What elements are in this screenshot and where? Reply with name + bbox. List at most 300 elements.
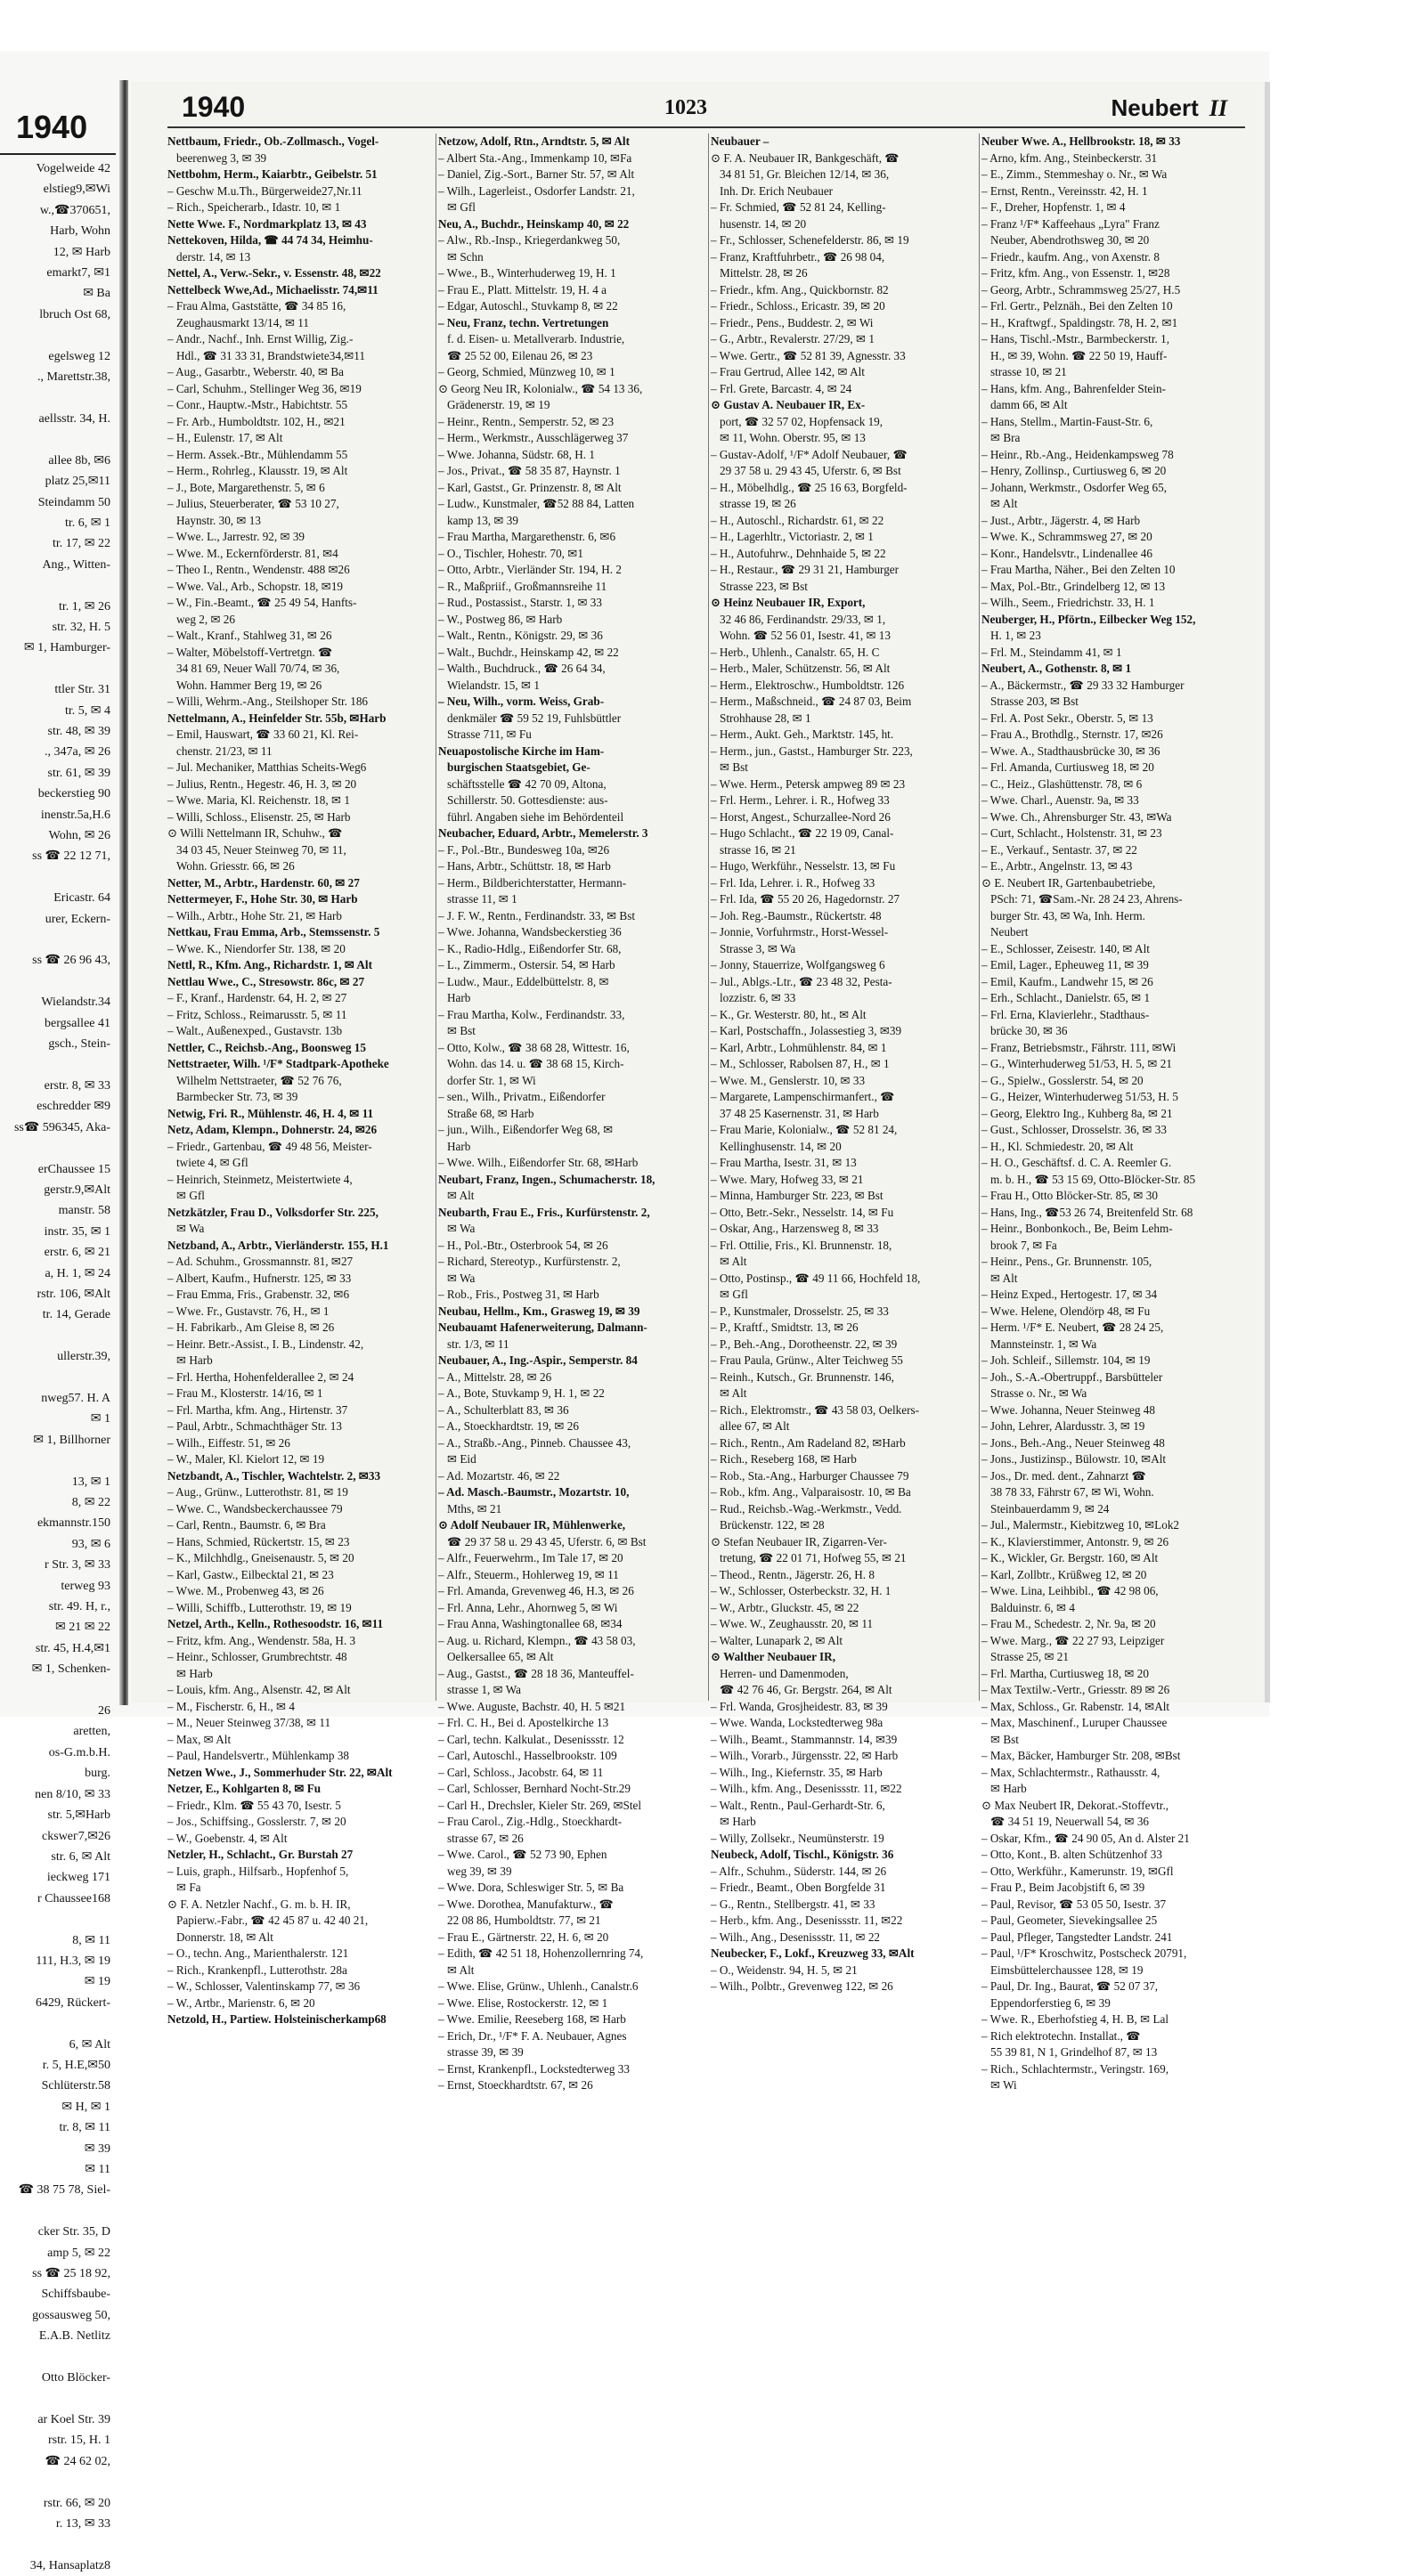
directory-entry-line: – K., Radio-Hdlg., Eißendorfer Str. 68, [438,941,622,955]
directory-entry-line: 38 78 33, Fährstr 67, ✉ Wi, Wohn. [990,1485,1154,1499]
directory-entry-line: – Frau Gertrud, Allee 142, ✉ Alt [711,365,865,378]
facing-page-line [0,971,110,992]
facing-page-line: 111, H.3, ✉ 19 [36,1954,110,1968]
facing-page-line: ✉ 11 [85,2163,110,2176]
facing-page-line: Schlüterstr.58 [41,2079,110,2093]
directory-entry-line: 55 39 81, N 1, Grindelhof 87, ✉ 13 [990,2045,1158,2059]
directory-entry-line: – Rud., Reichsb.-Wag.-Werkmstr., Vedd. [711,1501,902,1516]
directory-entry-line: Brückenstr. 122, ✉ 28 [720,1518,825,1532]
directory-entry-line: – Ludw., Kunstmaler, ☎52 88 84, Latten [438,497,635,510]
directory-entry-line: – Frau A., Brothdlg., Sternstr. 17, ✉26 [981,727,1163,741]
facing-page-line: Ericastr. 64 [53,891,110,906]
directory-entry-line: – H., Autoschl., Richardstr. 61, ✉ 22 [711,513,884,527]
directory-entry-line: – Jos., Dr. med. dent., Zahnarzt ☎ [981,1468,1146,1483]
directory-entry-line: – Wilh., Ang., Desenissstr. 11, ✉ 22 [711,1930,881,1944]
facing-page-line [0,575,110,596]
facing-page-line [0,1680,110,1701]
directory-entry-line: – Friedr., kaufm. Ang., von Axenstr. 8 [981,249,1160,264]
directory-entry-line: – Friedr., Schloss., Ericastr. 39, ✉ 20 [711,299,885,313]
directory-entry-line: Netzbandt, A., Tischler, Wachtelstr. 2, ✉33 [167,1468,381,1483]
directory-entry-line: Neubarth, Frau E., Fris., Kurfürstenstr. 2, [438,1205,650,1219]
directory-entry-line: – Rob., kfm. Ang., Valparaisostr. 10, ✉ Ba [711,1485,911,1499]
directory-entry-line: – Wwe. Johanna, Wandsbeckerstieg 36 [438,925,622,939]
directory-entry-line: – Friedr., Gartenbau, ☎ 49 48 56, Meister- [167,1139,372,1153]
directory-entry-line: – Fritz, Schloss., Reimarusstr. 5, ✉ 11 [167,1007,347,1021]
directory-entry-line: – Aug., Gasarbtr., Weberstr. 40, ✉ Ba [167,365,345,378]
directory-entry-line: Neubeck, Adolf, Tischl., Königstr. 36 [711,1848,894,1861]
directory-entry-line: Neubau, Hellm., Km., Grasweg 19, ✉ 39 [438,1304,640,1318]
directory-entry-line: ✉ Gfl [447,200,476,214]
directory-entry-line: ☎ 25 52 00, Eilenau 26, ✉ 23 [447,348,593,362]
directory-entry-line: Wohn. ☎ 52 56 01, Isestr. 41, ✉ 13 [720,629,891,642]
directory-entry-line: Kellinghusenstr. 14, ✉ 20 [720,1139,842,1153]
facing-page-line: ✉ 39 [84,2141,110,2156]
directory-entry-line: – Wwe. Lina, Leihbibl., ☎ 42 98 06, [981,1584,1159,1597]
directory-entry-line: – Friedr., kfm. Ang., Quickbornstr. 82 [711,282,889,297]
directory-entry-line: – Wwe. Emilie, Reeseberg 168, ✉ Harb [438,2012,626,2026]
directory-entry-line: Strohhause 28, ✉ 1 [720,711,811,725]
facing-page-line: tr. 8, ✉ 11 [59,2121,110,2135]
directory-entry-line: ✉ Bst [447,1024,476,1037]
facing-page-line [0,2347,110,2368]
directory-entry-line: – A., Bäckermstr., ☎ 29 33 32 Hamburger [981,678,1185,692]
directory-entry-line: – Frl. Grete, Barcastr. 4, ✉ 24 [711,381,852,395]
directory-entry-line: – Jul., Ablgs.-Ltr., ☎ 23 48 32, Pesta- [711,974,892,988]
directory-entry-line: – W., Goebenstr. 4, ✉ Alt [167,1831,288,1845]
directory-entry-line: – Frau Alma, Gaststätte, ☎ 34 85 16, [167,299,346,313]
directory-entry-line: – Jos., Privat., ☎ 58 35 87, Haynstr. 1 [438,464,621,477]
directory-entry-line: – Joh., S.-A.-Obertruppf., Barsbütteler [981,1369,1163,1384]
directory-entry-line: – Willy, Zollsekr., Neumünsterstr. 19 [711,1831,884,1845]
directory-entry-line: Mths, ✉ 21 [447,1501,502,1516]
directory-entry-line: ☎ 42 76 46, Gr. Bergstr. 264, ✉ Alt [720,1683,892,1696]
directory-entry-line: burgischen Staatsgebiet, Ge- [447,760,590,774]
directory-entry-line: Netter, M., Arbtr., Hardenstr. 60, ✉ 27 [167,875,360,890]
directory-entry-line: – Frl. Herm., Lehrer. i. R., Hofweg 33 [711,793,890,807]
directory-entry-line: strasse 19, ✉ 26 [720,497,796,510]
facing-page-line: ✉ Ba [83,287,110,301]
facing-page-line: E.A.B. Netlitz [38,2329,110,2344]
directory-entry-line: – Gustav-Adolf, ¹/F* Adolf Neubauer, ☎ [711,447,908,461]
directory-entry-line: Papierw.-Fabr., ☎ 42 45 87 u. 42 40 21, [176,1914,369,1927]
facing-page-line: str. 49. H, r., [48,1600,110,1614]
facing-page-line: inenstr.5a,H.6 [40,808,110,822]
directory-entry-line: – Frau Martha, Näher., Bei den Zelten 10 [981,563,1176,576]
directory-entry-line: ✉ Alt [990,1271,1018,1285]
directory-entry-line: – Herm., Bildberichterstatter, Hermann- [438,875,627,890]
directory-entry-line: – Walter, Möbelstoff-Vertretgn. ☎ [167,645,333,659]
directory-entry-line: – Emil, Hauswart, ☎ 33 60 21, Kl. Rei- [167,727,359,741]
directory-entry-line: – Paul, Handelsvertr., Mühlenkamp 38 [167,1749,350,1762]
directory-entry-line: ✉ Fa [176,1881,201,1894]
directory-entry-line: – Walt., Rentn., Paul-Gerhardt-Str. 6, [711,1798,885,1812]
directory-entry-line: – Heinr., Bonbonkoch., Be, Beim Lehm- [981,1222,1173,1235]
facing-page-line: gossausweg 50, [32,2308,110,2322]
directory-entry-line: – Walt., Kranf., Stahlweg 31, ✉ 26 [167,629,332,642]
directory-entry-line: Mannsteinstr. 1, ✉ Wa [990,1337,1097,1351]
facing-page-line: nen 8/10, ✉ 33 [35,1787,110,1801]
facing-page-line: ss ☎ 25 18 92, [32,2267,110,2281]
directory-entry-line: – Hugo Schlacht., ☎ 22 19 09, Canal- [711,826,894,840]
facing-page-line: 6429, Rückert- [36,1995,110,2010]
directory-entry-line: f. d. Eisen- u. Metallverarb. Industrie, [447,332,625,345]
directory-entry-line: – Rich., Rentn., Am Radeland 82, ✉Harb [711,1435,906,1450]
facing-page-line [0,1326,110,1346]
directory-entry-line: port, ☎ 32 57 02, Hopfensack 19, [720,414,884,428]
directory-entry-line: Harb [447,1139,471,1153]
directory-entry-line: – Hans, kfm. Ang., Bahrenfelder Stein- [981,381,1166,395]
directory-entry-line: – Hans, Ing., ☎53 26 74, Breitenfeld Str. 68 [981,1205,1193,1219]
directory-entry-line: – Frl. Erna, Klavierlehr., Stadthaus- [981,1007,1150,1021]
facing-page-line: Steindamm 50 [37,495,110,509]
directory-entry-line: Strasse 3, ✉ Wa [720,941,796,955]
directory-entry-line: – Herb., kfm. Ang., Desenissstr. 11, ✉22 [711,1914,903,1927]
directory-entry-line: – Wilh., Lagerleist., Osdorfer Landstr. 21, [438,183,635,198]
directory-entry-line: – Wwe. A., Stadthausbrücke 30, ✉ 36 [981,744,1160,758]
directory-entry-line: Nettelbeck Wwe,Ad., Michaelisstr. 74,✉11 [167,282,379,297]
directory-entry-line: – Wwe. K., Schrammsweg 27, ✉ 20 [981,530,1152,543]
directory-entry-line: – Wwe. Dorothea, Manufakturw., ☎ [438,1897,614,1911]
directory-entry-line: – Max, Schloss., Gr. Rabenstr. 14, ✉Alt [981,1699,1170,1713]
directory-entry-line: – Rob., Fris., Postweg 31, ✉ Harb [438,1288,599,1301]
directory-entry-line: – A., Bote, Stuvkamp 9, H. 1, ✉ 22 [438,1386,605,1400]
directory-entry-line: – Ernst, Rentn., Vereinsstr. 42, H. 1 [981,183,1148,198]
directory-entry-line: – Otto, Kont., B. alten Schützenhof 33 [981,1848,1162,1861]
directory-entry-line: – H., Restaur., ☎ 29 31 21, Hamburger [711,563,900,576]
directory-page [132,82,1265,2092]
directory-entry-line: – Frau H., Otto Blöcker-Str. 85, ✉ 30 [981,1189,1158,1202]
facing-page-line: elstieg9,✉Wi [43,183,110,197]
directory-entry-line: – Horst, Angest., Schurzallee-Nord 26 [711,809,891,824]
directory-entry-line: Zeughausmarkt 13/14, ✉ 11 [176,315,310,329]
directory-entry-line: twiete 4, ✉ Gfl [176,1156,248,1169]
directory-entry-line: Neuberger, H., Pförtn., Eilbecker Weg 152, [981,612,1196,626]
directory-entry-line: – Hugo, Werkführ., Nesselstr. 13, ✉ Fu [711,859,896,873]
directory-entry-line: – Emil, Kaufm., Landwehr 15, ✉ 26 [981,974,1153,988]
directory-entry-line: – Ad. Masch.-Baumstr., Mozartstr. 10, [438,1485,630,1499]
facing-page-line: rstr. 106, ✉Alt [37,1287,110,1301]
directory-entry-line: – Carl, Schuhm., Stellinger Weg 36, ✉19 [167,381,362,395]
directory-entry-line: – Edgar, Autoschl., Stuvkamp 8, ✉ 22 [438,299,618,313]
directory-entry-line: – O., Weidenstr. 94, H. 5, ✉ 21 [711,1962,858,1977]
directory-entry-line: 37 48 25 Kasernenstr. 31, ✉ Harb [720,1106,879,1120]
directory-entry-line: – Karl, Arbtr., Lohmühlenstr. 84, ✉ 1 [711,1040,887,1054]
directory-entry-line: – K., Wickler, Gr. Bergstr. 160, ✉ Alt [981,1551,1159,1564]
directory-entry-line: – Fr. Arb., Humboldtstr. 102, H., ✉21 [167,414,346,428]
directory-entry-line: – Karl, Gastst., Gr. Prinzenstr. 8, ✉ Alt [438,480,622,494]
directory-entry-line: – W., Postweg 86, ✉ Harb [438,612,563,626]
directory-entry-line: – F., Pol.-Btr., Bundesweg 10a, ✉26 [438,842,610,857]
facing-page-line: 12, ✉ Harb [53,245,110,259]
directory-entry-line: Wielandstr. 15, ✉ 1 [447,678,540,692]
facing-page-line: terweg 93 [61,1579,110,1593]
directory-entry-line: strasse 16, ✉ 21 [720,842,796,857]
column-4 [981,134,1249,2092]
facing-page-line: ✉ 1, Hamburger- [23,641,110,655]
facing-page-line: tr. 14, Gerade [42,1308,110,1322]
directory-entry-line: – Heinr., Schlosser, Grumbrechtstr. 48 [167,1650,347,1663]
facing-page-line: egelsweg 12 [48,349,110,363]
directory-entry-line: – Frl. Gertr., Pelznäh., Bei den Zelten 10 [981,299,1173,313]
directory-entry-line: ✉ Harb [176,1353,213,1367]
directory-entry-line: – Wwe. Wanda, Lockstedterweg 98a [711,1716,884,1729]
directory-entry-line: ⊙ E. Neubert IR, Gartenbaubetriebe, [981,875,1156,890]
facing-page-line [0,1054,110,1075]
directory-entry-line: strasse 10, ✉ 21 [990,365,1067,378]
directory-entry-line: – Hans, Tischl.-Mstr., Barmbeckerstr. 1, [981,332,1169,345]
directory-entry-line: ✉ Wi [990,2078,1017,2092]
directory-entry-line: – G., Spielw., Gosslerstr. 54, ✉ 20 [981,1073,1144,1087]
facing-page-line: tr. 5, ✉ 4 [64,703,110,718]
directory-entry-line: – Wwe. L., Jarrestr. 92, ✉ 39 [167,530,305,543]
directory-entry-line: Netwig, Fri. R., Mühlenstr. 46, H. 4, ✉ 11 [167,1106,374,1120]
facing-page-line: tr. 17, ✉ 22 [52,537,110,551]
directory-entry-line: – Rich., Speicherarb., Idastr. 10, ✉ 1 [167,200,341,214]
directory-entry-line: Neuber Wwe. A., Hellbrookstr. 18, ✉ 33 [981,134,1181,148]
directory-entry-line: – Jons., Beh.-Ang., Neuer Steinweg 48 [981,1435,1165,1450]
directory-entry-line: – Frl. A. Post Sekr., Oberstr. 5, ✉ 13 [981,711,1153,725]
directory-entry-line: Strasse o. Nr., ✉ Wa [990,1386,1087,1400]
directory-entry-line: Neubert, A., Gothenstr. 8, ✉ 1 [981,662,1132,675]
directory-entry-line: – H., Pol.-Btr., Osterbrook 54, ✉ 26 [438,1238,608,1252]
directory-entry-line: – Frl. Martha, Curtiusweg 18, ✉ 20 [981,1666,1149,1680]
facing-page-line: nweg57. H. A [41,1391,110,1405]
facing-page-line: urer, Eckern- [45,912,110,926]
directory-entry-line: – Max, Maschinenf., Luruper Chaussee [981,1716,1168,1729]
directory-entry-line: – E., Verkauf., Sentastr. 37, ✉ 22 [981,842,1137,857]
directory-entry-line: Donnerstr. 18, ✉ Alt [176,1930,273,1944]
facing-page-line: ttler Str. 31 [54,683,110,697]
directory-entry-line: Netzen Wwe., J., Sommerhuder Str. 22, ✉Alt [167,1765,393,1779]
directory-entry-line: 34 81 69, Neuer Wall 70/74, ✉ 36, [176,662,340,675]
directory-entry-line: – Richard, Stereotyp., Kurfürstenstr. 2, [438,1255,621,1268]
directory-entry-line: – Wwe. Johanna, Neuer Steinweg 48 [981,1402,1155,1417]
directory-entry-line: – W., Artbr., Marienstr. 6, ✉ 20 [167,1995,315,2010]
directory-entry-line: – Walter, Lunapark 2, ✉ Alt [711,1633,843,1647]
directory-entry-line: weg 2, ✉ 26 [176,612,235,626]
directory-entry-line: – Herm., Aukt. Geh., Marktstr. 145, ht. [711,727,894,741]
directory-entry-line: – Gust., Schlosser, Drosselstr. 36, ✉ 33 [981,1123,1167,1136]
facing-page-line: ckswег7,✉26 [42,1829,110,1843]
directory-entry-line: – Frau Marie, Kolonialw., ☎ 52 81 24, [711,1123,898,1136]
directory-entry-line: ⊙ Walther Neubauer IR, [711,1650,836,1663]
directory-entry-line: – Theo I., Rentn., Wendenstr. 488 ✉26 [167,563,350,576]
directory-entry-line: – Otto, Arbtr., Vierländer Str. 194, H. 2 [438,563,622,576]
directory-entry-line: – M., Neuer Steinweg 37/38, ✉ 11 [167,1716,331,1729]
directory-entry-line: H. 1, ✉ 23 [990,629,1041,642]
directory-entry-line: Netzler, H., Schlacht., Gr. Burstah 27 [167,1848,354,1861]
facing-page-line: Otto Blöcker- [41,2371,110,2385]
directory-entry-line: Nettler, C., Reichsb.-Ang., Boonsweg 15 [167,1040,366,1054]
facing-page-year: 1940 [16,109,88,145]
directory-entry-line: – Herm., jun., Gastst., Hamburger Str. 223, [711,744,913,758]
directory-entry-line: – Fritz, kfm. Ang., Wendenstr. 58a, H. 3 [167,1633,356,1647]
directory-entry-line: – Fritz, kfm. Ang., von Essenstr. 1, ✉28 [981,266,1170,280]
directory-entry-line: – Karl, Zollbtr., Krüßweg 12, ✉ 20 [981,1567,1147,1581]
directory-entry-line: Balduinstr. 6, ✉ 4 [990,1600,1075,1614]
directory-entry-line: Eimsbüttelerchaussee 128, ✉ 19 [990,1962,1144,1977]
directory-entry-line: – Otto, Kolw., ☎ 38 68 28, Wittestr. 16, [438,1040,630,1054]
directory-entry-line: ⊙ Georg Neu IR, Kolonialw., ☎ 54 13 36, [438,381,643,395]
directory-entry-line: ✉ Harb [176,1666,213,1680]
directory-entry-line: – Frl. Ida, ☎ 55 20 26, Hagedornstr. 27 [711,892,900,906]
directory-entry-line: ✉ Bst [990,1732,1019,1746]
directory-entry-line: – sen., Wilh., Privatm., Eißendorfer [438,1090,606,1103]
directory-entry-line: – Wwe. R., Eberhofstieg 4, H. B, ✉ Lal [981,2012,1169,2026]
directory-entry-line: – Frl. M., Steindamm 41, ✉ 1 [981,645,1122,659]
directory-entry-line: – Herm. ¹/F* E. Neubert, ☎ 28 24 25, [981,1321,1164,1334]
directory-entry-line: 34 81 51, Gr. Bleichen 12/14, ✉ 36, [720,167,890,181]
directory-entry-line: brook 7, ✉ Fa [990,1238,1057,1252]
directory-entry-line: – Wwe. Johanna, Südstr. 68, H. 1 [438,447,595,461]
directory-entry-line: – Jul., Malermstr., Kiebitzweg 10, ✉Lok2 [981,1518,1180,1532]
directory-entry-line: – Albert, Kaufm., Hufnerstr. 125, ✉ 33 [167,1271,352,1285]
directory-entry-line: – Franz, Kraftfuhrbetr., ☎ 26 98 04, [711,249,885,264]
directory-entry-line: führl. Angaben siehe im Behördenteil [447,809,624,824]
directory-entry-line: – W., Maler, Kl. Kielort 12, ✉ 19 [167,1452,325,1466]
directory-entry-line: ⊙ F. A. Neubauer IR, Bankgeschäft, ☎ [711,150,900,165]
facing-page-line: r. 5, H.E,✉50 [42,2058,110,2072]
facing-page-line [0,659,110,679]
directory-entry-line: Nettel, A., Verw.-Sekr., v. Essenstr. 48, ✉22 [167,266,381,280]
directory-entry-line: – J. F. W., Rentn., Ferdinandstr. 33, ✉ Bst [438,908,636,922]
directory-entry-line: – A., Schulterblatt 83, ✉ 36 [438,1402,569,1417]
directory-entry-line: – Louis, kfm. Ang., Alsenstr. 42, ✉ Alt [167,1683,351,1696]
directory-entry-line: – G., Heizer, Winterhuderweg 51/53, H. 5 [981,1090,1178,1103]
directory-entry-line: ✉ Wa [447,1222,476,1235]
directory-entry-line: – W., Schlosser, Valentinskamp 77, ✉ 36 [167,1979,361,1993]
directory-entry-line: – L., Zimmerm., Ostersir. 54, ✉ Harb [438,958,615,971]
directory-entry-line: – Herb., Uhlenh., Canalstr. 65, H. C [711,645,880,659]
directory-entry-line: derstr. 14, ✉ 13 [176,249,251,264]
facing-page-line [0,2201,110,2222]
facing-page-line [0,1368,110,1388]
directory-entry-line: – Joh. Reg.-Baumstr., Rückertstr. 48 [711,908,882,922]
directory-entry-line: – Wwe. Marg., ☎ 22 27 93, Leipziger [981,1633,1165,1647]
directory-entry-line: – Julius, Rentn., Hegestr. 46, H. 3, ✉ 20 [167,776,357,791]
directory-entry-line: – Wwe. Val., Arb., Schopstr. 18, ✉19 [167,579,344,593]
directory-entry-line: – G., Rentn., Stellbergstr. 41, ✉ 33 [711,1897,875,1911]
directory-entry-line: – Carl, techn. Kalkulat., Desenissstr. 12 [438,1732,624,1746]
directory-entry-line: Neubacher, Eduard, Arbtr., Memelerstr. 3 [438,826,648,840]
directory-entry-line: ✉ Alt [720,1255,747,1268]
directory-entry-line: – Wwe. Dora, Schleswiger Str. 5, ✉ Ba [438,1881,624,1894]
directory-entry-line: – M., Schlosser, Rabolsen 87, H., ✉ 1 [711,1057,890,1070]
facing-page-line: str. 61, ✉ 39 [47,766,110,780]
directory-entry-line: – H. Fabrikarb., Am Gleise 8, ✉ 26 [167,1321,335,1334]
directory-entry-line: ✉ Wa [176,1222,205,1235]
directory-entry-line: – Heinr., Rentn., Semperstr. 52, ✉ 23 [438,414,615,428]
directory-entry-line: – Herm., Maßschneid., ☎ 24 87 03, Beim [711,695,912,708]
directory-entry-line: – Carl, Rentn., Baumstr. 6, ✉ Bra [167,1518,326,1532]
directory-entry-line: – R., Maßpriif., Großmannsreihe 11 [438,579,607,593]
column-divider [979,134,980,1701]
facing-page-line: eschredder ✉9 [37,1100,110,1114]
directory-entry-line: – Walt., Außenexped., Gustavstr. 13b [167,1024,343,1037]
directory-entry-line: – Frau E., Platt. Mittelstr. 19, H. 4 a [438,282,607,297]
directory-entry-line: – Geschw M.u.Th., Bürgerweide27,Nr.11 [167,183,362,198]
directory-entry-line: burger Str. 43, ✉ Wa, Inh. Herm. [990,908,1145,922]
directory-entry-line: – F., Dreher, Hopfenstr. 1, ✉ 4 [981,200,1126,214]
directory-entry-line: – Wwe. W., Zeughausstr. 20, ✉ 11 [711,1617,874,1630]
facing-page-line: amp 5, ✉ 22 [47,2246,110,2260]
directory-entry-line: Inh. Dr. Erich Neubauer [720,183,834,198]
directory-entry-line: – K., Klavierstimmer, Antonstr. 9, ✉ 26 [981,1534,1169,1548]
facing-page-line [0,2472,110,2492]
directory-entry-line: – Hans, Stellm., Martin-Faust-Str. 6, [981,414,1153,428]
facing-page-line: gerstr.9,✉Alt [44,1182,110,1197]
facing-page-line: a, H. 1, ✉ 24 [45,1266,110,1280]
facing-page-line: 8, ✉ 11 [72,1933,110,1947]
facing-page-line: 26 [98,1704,110,1719]
facing-page-line: rstr. 66, ✉ 20 [43,2496,110,2510]
directory-entry-line: damm 66, ✉ Alt [990,398,1068,411]
directory-entry-line: str. 1/3, ✉ 11 [447,1337,509,1351]
facing-page-line: tr. 1, ✉ 26 [58,599,110,614]
directory-entry-line: – Herb., Maler, Schützenstr. 56, ✉ Alt [711,662,891,675]
facing-page-line: os-G.m.b.H. [48,1745,110,1759]
directory-entry-line: – Margarete, Lampenschirmanfert., ☎ [711,1090,895,1103]
directory-entry-line: Netzow, Adolf, Rtn., Arndtstr. 5, ✉ Alt [438,134,630,148]
facing-page-fragment [0,89,116,2572]
directory-entry-line: – Frl. Martha, kfm. Ang., Hirtenstr. 37 [167,1402,348,1417]
directory-entry-line: – Ad. Mozartstr. 46, ✉ 22 [438,1468,560,1483]
directory-entry-line: – K., Gr. Westerstr. 80, ht., ✉ Alt [711,1007,867,1021]
facing-page-line: allee 8b, ✉6 [48,453,110,467]
facing-page-line: ieckweg 171 [46,1871,110,1885]
page-year: 1940 [182,91,246,123]
directory-entry-line: tretung, ☎ 22 01 71, Hofweg 55, ✉ 21 [720,1551,907,1564]
directory-entry-line: Netz, Adam, Klempn., Dohnerstr. 24, ✉26 [167,1123,378,1136]
facing-page-line: burg. [85,1767,110,1781]
directory-entry-line: – P., Beh.-Ang., Dorotheenstr. 22, ✉ 39 [711,1337,898,1351]
directory-entry-line: – Frl. Hertha, Hohenfelderallee 2, ✉ 24 [167,1369,354,1384]
directory-entry-line: – Paul, ¹/F* Kroschwitz, Postscheck 20791, [981,1946,1187,1960]
directory-entry-line: ☎ 34 51 19, Neuerwall 54, ✉ 36 [990,1815,1150,1828]
directory-entry-line: Neuber, Abendrothsweg 30, ✉ 20 [990,233,1150,247]
directory-entry-line: Straße 68, ✉ Harb [447,1106,534,1120]
directory-entry-line: – H. O., Geschäftsf. d. C. A. Reemler G. [981,1156,1172,1169]
directory-entry-line: – E., Schlosser, Zeisestr. 140, ✉ Alt [981,941,1150,955]
directory-entry-line: Nettekoven, Hilda, ☎ 44 74 34, Heimhu- [167,233,373,247]
directory-entry-line: – Konr., Handelsvtr., Lindenallee 46 [981,546,1152,560]
directory-entry-line: Wohn. Hammer Berg 19, ✉ 26 [176,678,322,692]
directory-entry-line: ✉ Eid [447,1452,476,1466]
directory-entry-line: – Rich elektrotechn. Installat., ☎ [981,2028,1141,2043]
facing-page-line: ✉ H, ✉ 1 [61,2100,110,2114]
directory-entry-line: – Jonnie, Vorfuhrmstr., Horst-Wessel- [711,925,889,939]
directory-entry-line: ✉ 11, Wohn. Oberstr. 95, ✉ 13 [720,431,866,444]
directory-entry-line: – Frau Carol., Zig.-Hdlg., Stoeckhardt- [438,1815,623,1828]
directory-entry-line: – Frau M., Klosterstr. 14/16, ✉ 1 [167,1386,323,1400]
directory-entry-line: – Wwe. Carol., ☎ 52 73 90, Ephen [438,1848,607,1861]
directory-entry-line: – Wwe. M., Probenweg 43, ✉ 26 [167,1584,324,1597]
directory-entry-line: ✉ Bst [720,760,748,774]
facing-page-line: gsch., Stein- [48,1037,110,1052]
directory-entry-line: – Wilh., Polbtr., Grevenweg 122, ✉ 26 [711,1979,893,1993]
directory-entry-line: Netzold, H., Partiew. Holsteinischerkamp68 [167,2012,387,2026]
directory-entry-line: – Walth., Buchdruck., ☎ 26 64 34, [438,662,606,675]
directory-entry-line: – Max, Bäcker, Hamburger Str. 208, ✉Bst [981,1749,1181,1762]
facing-page-line [0,1138,110,1158]
directory-entry-line: – Frau E., Gärtnerstr. 22, H. 6, ✉ 20 [438,1930,609,1944]
facing-page-line: platz 25,✉11 [45,475,110,489]
directory-entry-line: ✉ Alt [720,1386,747,1400]
directory-entry-line: – Paul, Revisor, ☎ 53 05 50, Isestr. 37 [981,1897,1167,1911]
column-2 [438,134,705,2092]
directory-entry-line: – Otto, Betr.-Sekr., Nesselstr. 14, ✉ Fu [711,1205,894,1219]
directory-entry-line: Herren- und Damenmoden, [720,1666,849,1680]
